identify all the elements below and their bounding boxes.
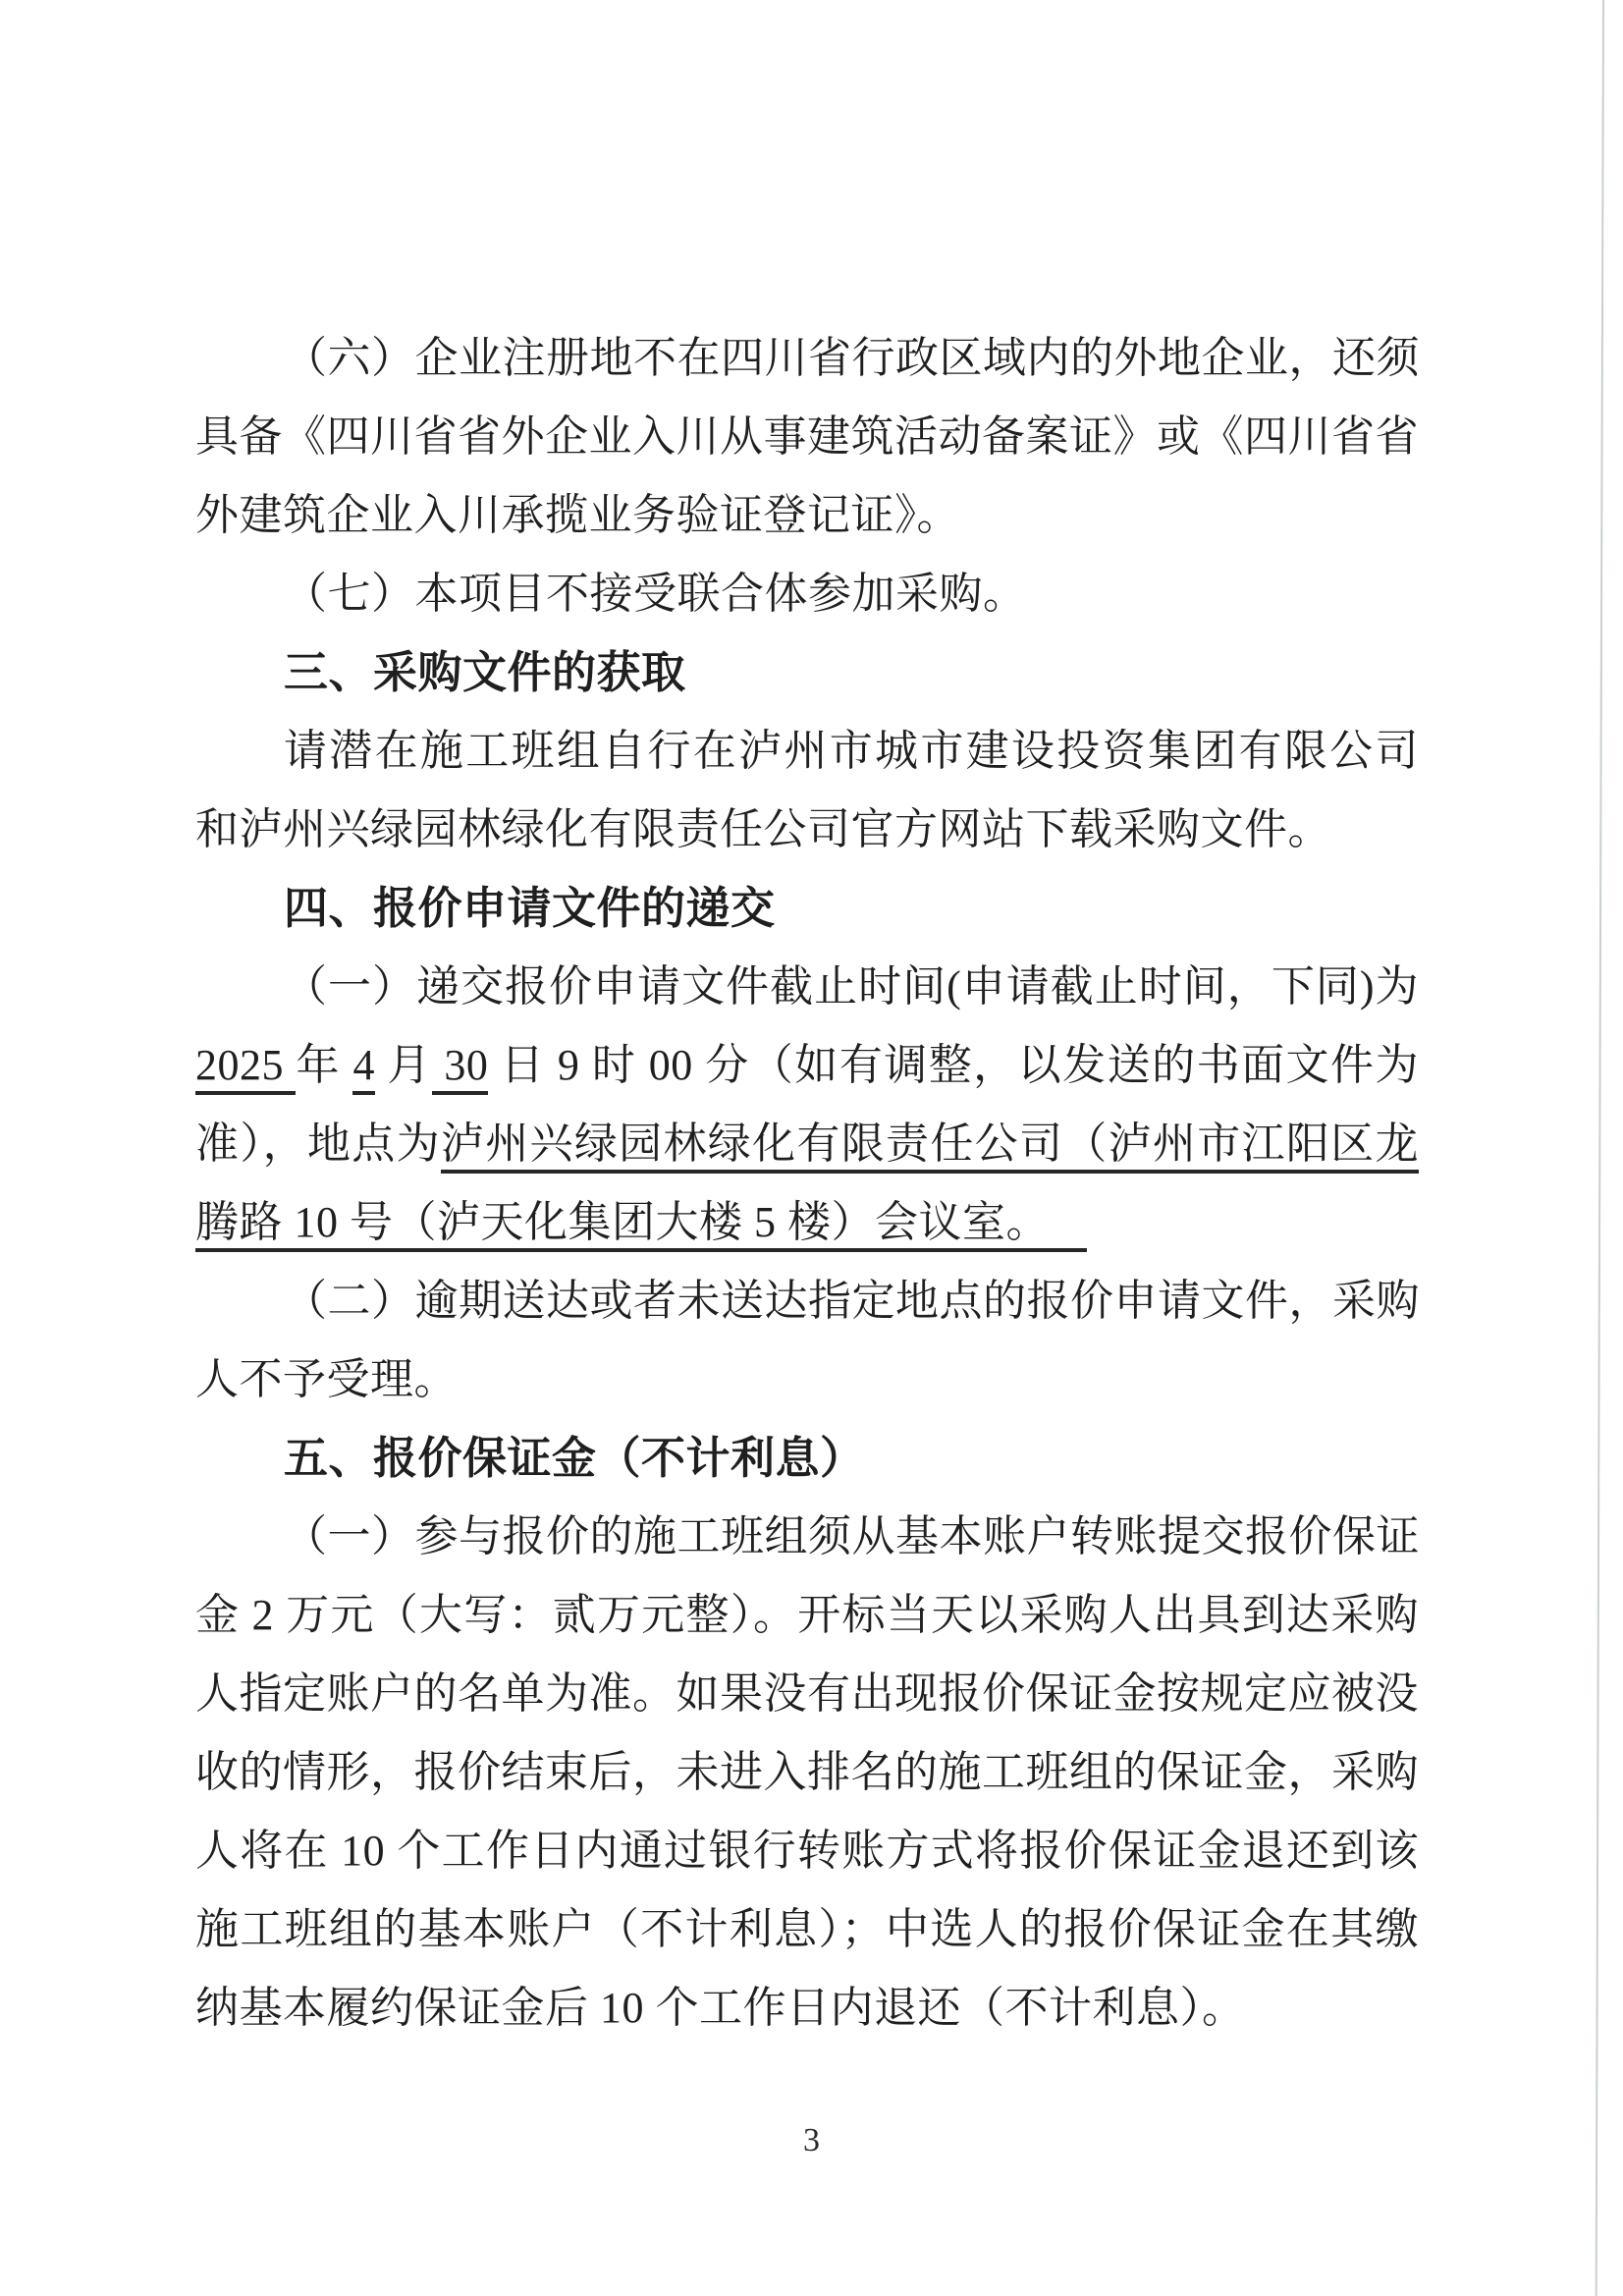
- deadline-day: 30: [432, 1041, 488, 1095]
- text-run: 四、报价申请文件的递交: [284, 883, 776, 933]
- clause-5-1-line-2: [195, 1576, 1419, 1655]
- text-run: 外建筑企业入川承揽业务验证登记证》。: [195, 491, 960, 539]
- deadline-month: 4: [352, 1041, 375, 1095]
- clause-6-line-3: [195, 476, 1419, 555]
- clause-5-1-line-1: [195, 1498, 1419, 1576]
- text-run: （二）逾期送达或者未送达指定地点的报价申请文件，采购: [284, 1277, 1420, 1325]
- text-run: 请潜在施工班组自行在泸州市城市建设投资集团有限公司: [284, 727, 1419, 775]
- venue-address: 腾路 10 号（泸天化集团大楼 5 楼）会议室。: [195, 1198, 1087, 1252]
- clause-7-line: [195, 555, 1419, 633]
- text-run: （一）参与报价的施工班组须从基本账户转账提交报价保证: [284, 1512, 1420, 1560]
- section-3-heading: [195, 633, 1419, 712]
- scan-artifact-line: [1596, 0, 1604, 2296]
- text-run: 准），地点为: [195, 1120, 441, 1168]
- text-run: （七）本项目不接受联合体参加采购。: [284, 570, 1027, 618]
- text-run: 施工班组的基本账户（不计利息）；中选人的报价保证金在其缴: [195, 1905, 1419, 1953]
- clause-5-1-line-6: [195, 1890, 1419, 1969]
- clause-4-1-venue-line-1: [195, 1105, 1419, 1183]
- deadline-year: 2025: [195, 1041, 296, 1095]
- clause-5-1-line-7: [195, 1969, 1419, 2048]
- section-4-heading: [195, 869, 1419, 948]
- text-run: （六）企业注册地不在四川省行政区域内的外地企业，还须: [284, 334, 1420, 382]
- document-body: [195, 319, 1419, 2048]
- text-run: 五、报价保证金（不计利息）: [284, 1433, 865, 1483]
- page-number: 3: [803, 2122, 820, 2159]
- text-run: 人不予受理。: [195, 1355, 458, 1403]
- text-run: 金 2 万元（大写：贰万元整）。开标当天以采购人出具到达采购: [195, 1591, 1419, 1639]
- text-run: 纳基本履约保证金后 10 个工作日内退还（不计利息）。: [195, 1984, 1246, 2032]
- section-5-heading: [195, 1419, 1419, 1498]
- section-3-para-line-1: [195, 712, 1419, 791]
- text-run: 年: [296, 1041, 353, 1089]
- text-run: 月: [374, 1041, 432, 1089]
- text-run: 人将在 10 个工作日内通过银行转账方式将报价保证金退还到该: [195, 1827, 1419, 1875]
- venue-name: 泸州兴绿园林绿化有限责任公司（泸州市江阳区龙: [441, 1120, 1419, 1174]
- clause-6-line-1: [195, 319, 1419, 398]
- text-run: （一）递交报价申请文件截止时间(申请截止时间，下同)为: [284, 962, 1419, 1011]
- clause-6-line-2: [195, 398, 1419, 476]
- section-3-para-line-2: [195, 791, 1419, 869]
- text-run: 具备《四川省省外企业入川从事建筑活动备案证》或《四川省省: [195, 412, 1419, 461]
- text-run: 三、采购文件的获取: [284, 647, 686, 697]
- clause-4-1-deadline-line: [195, 1026, 1419, 1105]
- clause-4-1-line-1: [195, 948, 1419, 1026]
- clause-4-2-line-2: [195, 1340, 1419, 1419]
- clause-5-1-line-5: [195, 1812, 1419, 1890]
- text-run: 和泸州兴绿园林绿化有限责任公司官方网站下载采购文件。: [195, 805, 1331, 853]
- clause-4-1-venue-line-2: [195, 1183, 1419, 1262]
- text-run: 日 9 时 00 分（如有调整，以发送的书面文件为: [488, 1041, 1420, 1089]
- clause-5-1-line-4: [195, 1733, 1419, 1812]
- clause-4-2-line-1: [195, 1262, 1419, 1340]
- text-run: 收的情形，报价结束后，未进入排名的施工班组的保证金，采购: [195, 1748, 1419, 1796]
- text-run: 人指定账户的名单为准。如果没有出现报价保证金按规定应被没: [195, 1669, 1419, 1718]
- clause-5-1-line-3: [195, 1655, 1419, 1733]
